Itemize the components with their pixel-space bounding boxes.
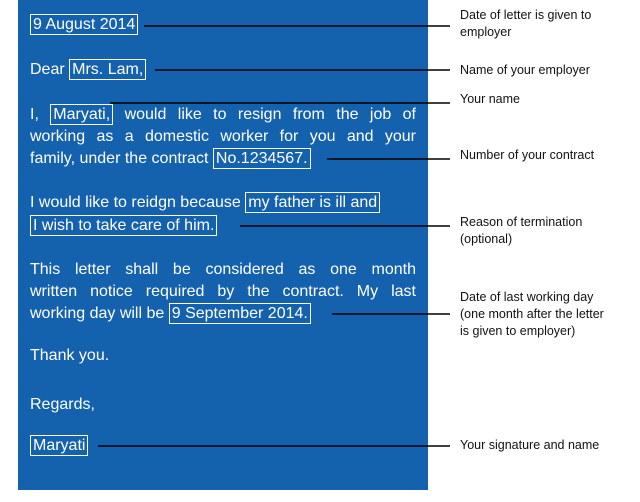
reason-box-line1: my father is ill and — [245, 192, 380, 213]
para1-suffix: would like to resign from the job of — [124, 106, 416, 123]
salutation-prefix: Dear — [30, 61, 65, 78]
annotation-employer — [460, 62, 590, 79]
para2-prefix: I would like to reidgn because — [30, 194, 241, 211]
contract-number-box: No.1234567. — [213, 148, 311, 169]
paragraph1-line2: working as a domestic worker for you and your — [30, 128, 416, 145]
annotation-reason-line2: (optional) — [460, 232, 513, 246]
annotation-last-day-line3: is given to employer) — [460, 324, 576, 338]
thanks-line: Thank you. — [30, 347, 110, 364]
reason-box-line2: I wish to take care of him. — [30, 215, 217, 236]
annotation-last-day-line1: Date of last working day — [460, 290, 594, 304]
para1-prefix: I, — [30, 106, 39, 123]
annotation-name-line1: Your name — [460, 92, 520, 106]
annotation-contract — [460, 147, 594, 164]
employer-name-box: Mrs. Lam, — [69, 59, 146, 80]
paragraph3-line2: written notice required by the contract. My last — [30, 283, 416, 300]
signature-box: Maryati — [30, 435, 88, 456]
annotation-employer-line1: Name of your employer — [460, 63, 590, 77]
date-box: 9 August 2014 — [30, 14, 138, 35]
annotation-last-day-line2: (one month after the letter — [460, 307, 604, 321]
annotation-date-line2: employer — [460, 25, 512, 39]
annotation-contract-line1: Number of your contract — [460, 148, 595, 162]
annotation-date — [460, 7, 591, 41]
regards-line: Regards, — [30, 396, 95, 413]
paragraph3-line1: This letter shall be considered as one month — [30, 261, 416, 278]
annotation-reason — [460, 214, 582, 248]
employee-name-box: Maryati, — [50, 104, 113, 125]
annotation-signature — [460, 437, 599, 454]
annotation-reason-line1: Reason of termination — [460, 215, 583, 229]
last-day-box: 9 September 2014. — [169, 303, 311, 324]
para1-line3-prefix: family, under the contract — [30, 150, 209, 167]
annotation-signature-line1: Your signature and name — [460, 438, 600, 452]
annotation-date-line1: Date of letter is given to — [460, 8, 592, 22]
annotation-last-day — [460, 289, 604, 340]
para3-line3-prefix: working day will be — [30, 305, 165, 322]
annotation-name — [460, 91, 520, 108]
